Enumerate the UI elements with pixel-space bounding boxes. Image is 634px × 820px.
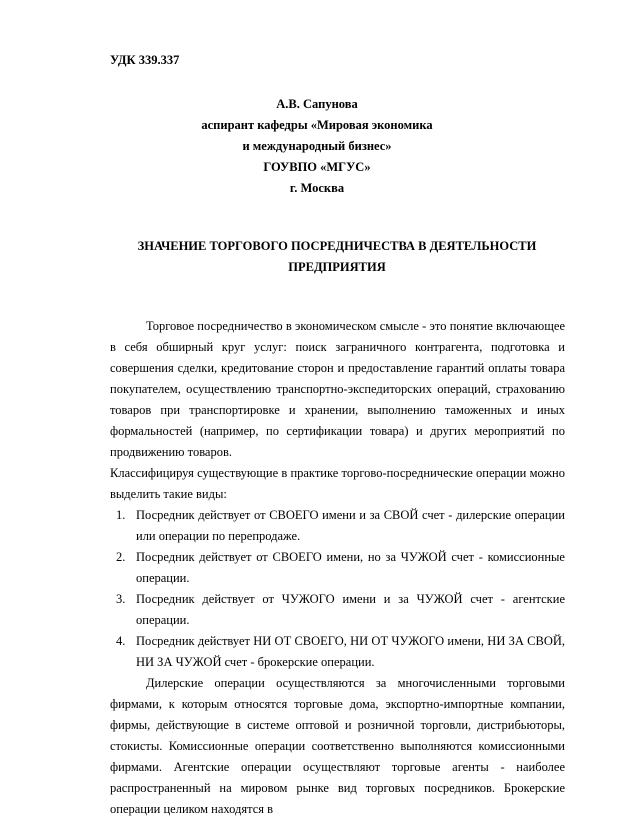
list-item-text: Посредник действует от СВОЕГО имени и за СВОЙ счет - дилерские операции или операции по перепродаже. <box>136 508 565 543</box>
operations-list <box>110 505 565 673</box>
article-title <box>110 236 564 278</box>
list-item-number: 3. <box>116 592 126 606</box>
paragraph-dealers: Дилерские операции осуществляются за многочисленными торговыми фирмами, к которым относятся торговые дома, экспортно-импортные компании, фирмы, действующие в системе оптовой и розничной торговли, дистрибьюторы, стокисты. Комиссионные операции соответственно выполняются комиссионными фирмами. Агентские операции осуществляют торговые агенты - наиболее распространенный на мировом рынке вид торговых посредников. Брокерские операции целиком находятся в <box>110 676 565 816</box>
list-item <box>110 589 565 631</box>
list-item <box>110 631 565 673</box>
paragraph-intro: Торговое посредничество в экономическом смысле - это понятие включающее в себя обширный круг услуг: поиск заграничного контрагента, подготовка и совершения сделки, кредитование сторон и предоставление гарантий оплаты товара покупателем, осуществлению транспортно-экспедиторских операций, страхованию товаров при транспортировке и хранении, выполнению таможенных и иных формальностей (например, по сертификации товара) и других мероприятий по продвижению товаров. <box>110 319 565 459</box>
list-item-number: 4. <box>116 634 126 648</box>
title-line2: ПРЕДПРИЯТИЯ <box>288 260 386 274</box>
title-line1: ЗНАЧЕНИЕ ТОРГОВОГО ПОСРЕДНИЧЕСТВА В ДЕЯТЕЛЬНОСТИ <box>137 239 537 253</box>
list-item <box>110 505 565 547</box>
list-item-text: Посредник действует от СВОЕГО имени, но за ЧУЖОЙ счет - комиссионные операции. <box>136 550 565 585</box>
list-item-text: Посредник действует НИ ОТ СВОЕГО, НИ ОТ ЧУЖОГО имени, НИ ЗА СВОЙ, НИ ЗА ЧУЖОЙ счет - брокерские операции. <box>136 634 565 669</box>
author-position-line2: и международный бизнес» <box>242 139 392 153</box>
paragraph-classify: Классифицируя существующие в практике торгово-посреднические операции можно выделить такие виды: <box>110 466 565 501</box>
author-city: г. Москва <box>289 181 345 195</box>
author-organization: ГОУВПО «МГУС» <box>263 160 371 174</box>
list-item <box>110 547 565 589</box>
udk-code: УДК 339.337 <box>110 53 180 67</box>
author-position-line1: аспирант кафедры «Мировая экономика <box>201 118 433 132</box>
author-block <box>0 94 634 199</box>
list-item-text: Посредник действует от ЧУЖОГО имени и за ЧУЖОЙ счет - агентские операции. <box>136 592 565 627</box>
author-name: А.В. Сапунова <box>276 97 358 111</box>
list-item-number: 1. <box>116 508 126 522</box>
list-item-number: 2. <box>116 550 126 564</box>
article-body <box>110 316 565 820</box>
